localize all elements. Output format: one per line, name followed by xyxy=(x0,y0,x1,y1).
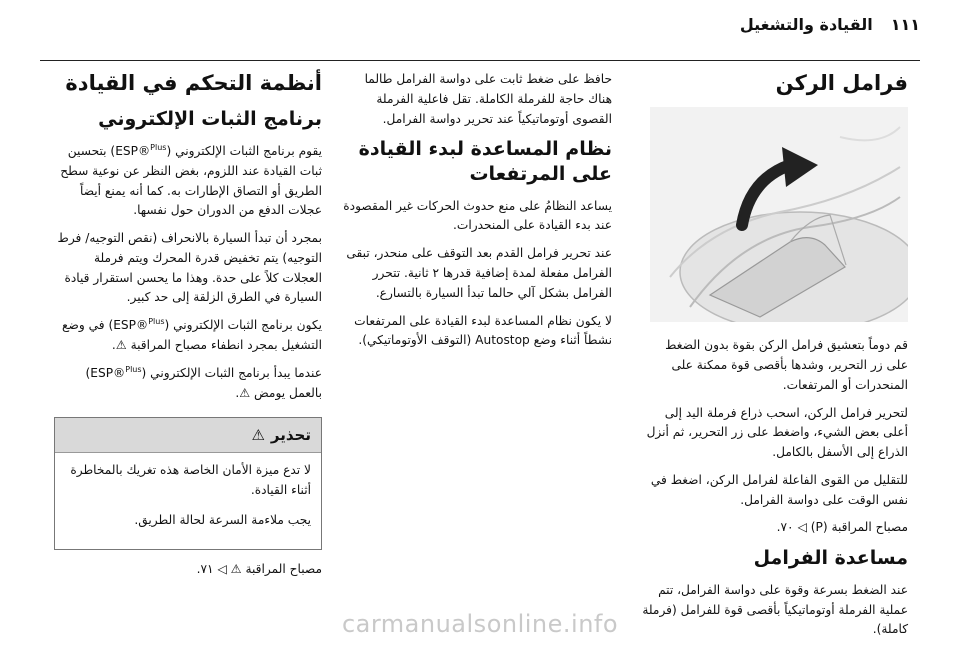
warning-text-2: يجب ملاءمة السرعة لحالة الطريق. xyxy=(134,512,311,527)
page-title: القيادة والتشغيل xyxy=(739,14,873,34)
warning-box xyxy=(54,417,322,549)
column-drive-control-systems xyxy=(54,70,322,587)
esp-plus-superscript: Plus xyxy=(125,364,142,374)
brake-assist-heading: مساعدة الفرامل xyxy=(753,547,908,570)
header-divider xyxy=(40,60,920,61)
parking-brake-lever-image xyxy=(650,107,908,322)
warning-header xyxy=(55,418,321,452)
parking-brake-illustration xyxy=(650,107,908,322)
esp-text-4-b: ) بالعمل يومض ⚠. xyxy=(85,365,322,400)
esp-subheading: برنامج الثبات الإلكتروني xyxy=(98,108,322,131)
brake-assist-continued-text: حافظ على ضغط ثابت على دواسة الفرامل طالما هناك حاجة للفرملة الكاملة. تقل فاعلية الفرملة القصوى أوتوماتيكياً عند تحرير دواسة الفرامل. xyxy=(364,72,612,126)
parking-brake-heading: فرامل الركن xyxy=(775,71,908,95)
drive-control-heading: أنظمة التحكم في القيادة xyxy=(65,71,322,95)
hill-start-assist-text-1: يساعد النظامُ على منع حدوث الحركات غير المقصودة عند بدء القيادة على المنحدرات. xyxy=(343,198,612,233)
parking-brake-text-3: للتقليل من القوى الفاعلة لفرامل الركن، اضغط في نفس الوقت على دواسة الفرامل. xyxy=(650,472,908,507)
esp-text-1-a: يقوم برنامج الثبات الإلكتروني (ESP® xyxy=(115,144,322,159)
parking-brake-reference: مصباح المراقبة (P) ◁ ٧٠. xyxy=(776,520,908,535)
esp-text-4 xyxy=(54,364,322,404)
watermark: carmanualsonline.info xyxy=(341,610,619,638)
page-number: ١١١ xyxy=(890,14,920,34)
esp-text-3 xyxy=(54,316,322,356)
column-parking-brake xyxy=(640,70,908,648)
esp-text-4-a: عندما يبدأ برنامج الثبات الإلكتروني (ESP® xyxy=(90,365,322,380)
warning-triangle-icon: ⚠ xyxy=(251,426,265,445)
esp-text-1-b: ) بتحسين ثبات القيادة عند اللزوم، بغض النظر عن نوعية سطح الطريق أو التصاق الإطارات به. كما أنه يمنع أيضاً عجلات الدفع من الدوران حول نفسها. xyxy=(60,144,322,218)
column-hill-start-assist xyxy=(342,70,612,359)
esp-plus-superscript: Plus xyxy=(148,317,165,327)
hill-start-assist-text-2: عند تحرير فرامل القدم بعد التوقف على منحدر، تبقى الفرامل مفعلة لمدة إضافية قدرها ٢ ثانية. تتحرر الفرامل بشكل آلي حالما تبدأ السيارة بالتسارع. xyxy=(346,246,612,300)
esp-plus-superscript: Plus xyxy=(150,142,167,152)
esp-text-1 xyxy=(54,142,322,221)
parking-brake-text-1: قم دوماً بتعشيق فرامل الركن بقوة بدون الضغط على زر التحرير، وشدها بأقصى قوة ممكنة على المنحدرات أو المرتفعات. xyxy=(665,338,908,392)
parking-brake-text-2: لتحرير فرامل الركن، اسحب ذراع فرملة اليد إلى أعلى بعض الشيء، واضغط على زر التحرير، ثم أنزل الذراع إلى الأسفل بالكامل. xyxy=(646,405,908,460)
brake-assist-text: عند الضغط بسرعة وقوة على دواسة الفرامل، تتم عملية الفرملة أوتوماتيكياً بأقصى قوة للفرامل (فرملة كاملة). xyxy=(642,582,908,637)
esp-text-3-a: يكون برنامج الثبات الإلكتروني (ESP® xyxy=(113,318,322,333)
esp-text-2: بمجرد أن تبدأ السيارة بالانحراف (نقص التوجيه/ فرط التوجيه) يتم تخفيض قدرة المحرك ويتم فرملة العجلات كلاً على حدة. وهذا ما يحسن استقرار قيادة السيارة في الطرق الزلقة إلى حد كبير. xyxy=(57,231,322,305)
warning-title: تحذير xyxy=(270,426,311,445)
esp-control-indicator-reference: مصباح المراقبة ⚠ ◁ ٧١. xyxy=(196,561,322,576)
hill-start-assist-text-3: لا يكون نظام المساعدة لبدء القيادة على المرتفعات نشطاً أثناء وضع Autostop (التوقف الأوتوماتيكي). xyxy=(354,313,612,348)
warning-body xyxy=(55,452,321,548)
warning-text-1: لا تدع ميزة الأمان الخاصة هذه تغريك بالمخاطرة أثناء القيادة. xyxy=(70,463,311,498)
esp-text-3-b: ) في وضع التشغيل بمجرد انطفاء مصباح المراقبة ⚠. xyxy=(62,318,322,352)
page-header xyxy=(40,8,920,40)
hill-start-assist-heading: نظام المساعدة لبدء القيادة على المرتفعات xyxy=(358,138,612,185)
